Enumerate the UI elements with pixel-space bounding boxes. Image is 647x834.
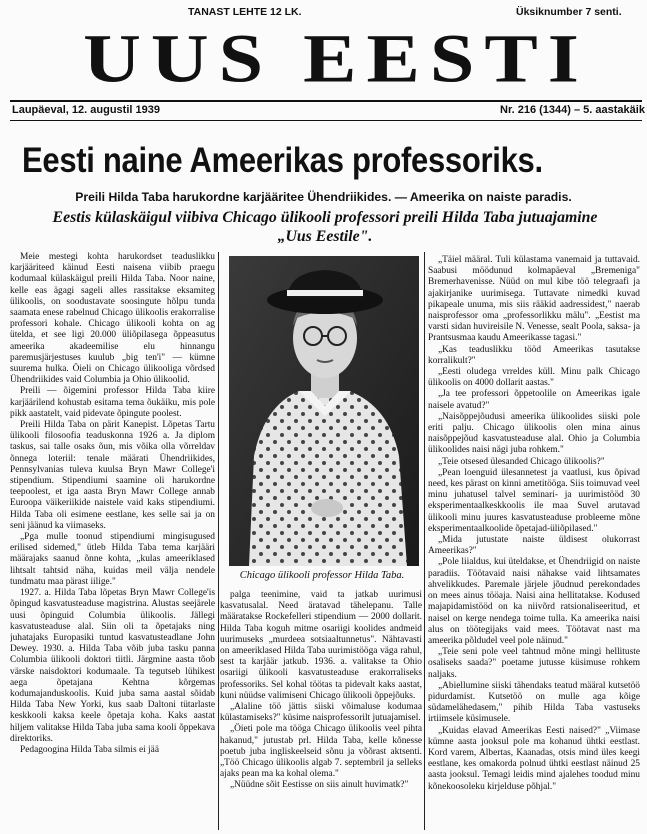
- paragraph: Preili Hilda Taba on pärit Kanepist. Lõpetas Tartu ülikooli filosoofia teaduskonna 1926 a. Ja diplom taskus, sai talle osaks õun, mis võika olla võrreldav õnnega loteriil: tenale määrati Ühendriikides, Pennsylvanias tuleva kuulsa Bryn Mawr College'i stipendium. Stipendiumi saamine oli harukordne teepoolest, et iga aasta Bryn Mawr College annab Euroopa väikeriikide naistele vaid kaks stipendiumi. Hilda Taba oli esimene eestlane, kes selle sai ja on seni jäänud ka viimaseks.: [10, 420, 215, 531]
- paragraph: „Eesti oludega vrreldes küll. Minu palk Chicago ülikoolis on 4000 dollarit aastas.": [428, 367, 640, 389]
- masthead-top-left: TANAST LEHTE 12 LK.: [188, 6, 302, 18]
- issue-number: Nr. 216 (1344) – 5. aastakäik: [500, 104, 645, 116]
- portrait-photo: [229, 256, 419, 566]
- masthead: [40, 16, 632, 102]
- paragraph: Preili — õigemini professor Hilda Taba kiire karjäärilend kohustab esitama tema õukäiku, mis pole pikk aastatelt, vaid pidevate õpingute poolest.: [10, 386, 215, 419]
- paragraph: „Pean loenguid ülesannetest ja vaatlusi, kus õpivad need, kes pärast on kinni ametitööga. Siis toimuvad veel minu juhatusel talvel seminari- ja uurimistööd 30 eksperimentaalkeskkoolis ile maa Suvel arutavad ülikooli minu juures kasvatusteaduse probleeme mõne eksperimentaalkoolide õpetajad-üliõpilased.": [428, 467, 640, 534]
- paragraph: „Täiel määral. Tuli külastama vanemaid ja tuttavaid. Saabusi möödunud kolmapäeval „Bremeniga" Bremerhavenisse. Nüüd on mul kibe töö telegraafi ja ajakirjanike uurimisega. Tuttavate nimedki kuvad pikapeale unuma, mis siis rääkid aadressidest," naerab naisprofessor oma „professorlikku mälu". „Eestist ma varsti sidan huvireisile N. Venesse, sealt Poola, saksa- ja Prantsusmaa kaudu Ameerikasse tagasi.": [428, 255, 640, 344]
- paragraph: palga teenimine, vaid ta jatkab uurimusi kasvatusalal. Need äratavad tähelepanu. Talle määratakse Rockefelleri stipendium — 2000 dollarit. Hilda Taba koguh mitme osariigi koolides andmeid uurimuseks „murdeea sotsiaaltunnetus". Nähtavasti on ameeriklased Hilda Taba uurimistööga väga rahul, sest ta karjäär jatkub. 1936. a. valitakse ta Ohio osariigi ülikooli kasvatusteaduse erakorraliseks professoriks. Sel kohal töötas ta pidevalt kaks aastat, kuni nüüdse valimiseni Chicago ülikooli õppejõuks.: [220, 590, 422, 701]
- paragraph: „Ja tee professori õppetoolile on Ameerikas igale naisele avatud?": [428, 389, 640, 411]
- portrait-illustration: [229, 256, 419, 566]
- masthead-top-right: Üksiknumber 7 senti.: [516, 6, 622, 18]
- paragraph: „Mida jutustate naiste üldisest olukorrast Ameerikas?": [428, 535, 640, 557]
- column-divider-left: [218, 252, 219, 830]
- paragraph: „Nüüdne sõit Eestisse on siis ainult huvimatk?": [230, 780, 409, 791]
- article-column-left: [10, 252, 215, 830]
- photo-caption: Chicago ülikooli professor Hilda Taba.: [239, 570, 405, 581]
- paragraph: „Teie otsesed ülesanded Chicago ülikoolis?": [438, 456, 605, 467]
- paragraph: „Kas teaduslikku tööd Ameerikas tasutakse korralikult?": [428, 344, 640, 366]
- paragraph: „Öieti pole ma tööga Chicago ülikoolis veel pihta hakanud," jutustab prl. Hilda Taba, kelle kõnesse poetub juba ingliskeelseid sõnu ja võõrast aktsenti. „Töö Chicago ülikoolis algab 7. septembril ja selleks ajaks pean ma ka kohal olema.": [220, 724, 422, 780]
- article-column-middle: [220, 590, 422, 830]
- paragraph: „Pga mulle toonud stipendiumi mingisugused erilised sidemed," ütleb Hilda Taba tema karjääri määrajaks saanud õnne kohta, „kulas ameeriklased lihtsalt tahtsid näha, kuidas meil välja nendele tundmatu maa pärast iilige.": [10, 532, 215, 587]
- paragraph: „Naisõppejõudusi ameerika ülikoolides siiski pole eriti palju. Chicago ülikoolis olen mina ainus naisõppejõud kasvatusteaduse alal. Ohio ja Columbia ülikoolides naisi nägi juba rohkem.": [428, 411, 640, 456]
- article-subhead: Preili Hilda Taba harukordne karjääritee Ühendriikides. — Ameerika on naiste paradis.: [75, 190, 572, 204]
- paragraph: „Teie seni pole veel tahtnud mõne mingi hellituste osaliseks saada?" poetame jutusse küsimuse rohkem naljaks.: [428, 647, 640, 680]
- paragraph: „Kuidas elavad Ameerikas Eesti naised?" „Viimase kümne aasta jooksul pole ma kohanud ühtki eestlast. Kord varem, Albertas, Kaanadas, otsis mind üles keegi eestlane, kes omakorda polnud ühtki eestlast näinud 25 aasta jooksul. Temagi leidis mind ajalehes toodud minu kõnekoosoleku kirjelduse põhjal.": [428, 725, 640, 792]
- paragraph: 1927. a. Hilda Taba lõpetas Bryn Mawr College'is õpingud kasvatusteaduse magistrina. Alustas seejärele uusi õpinguid Columbia ülikoolis. Jällegi kasvatusteaduse alal. Siin oli ta õpetajaks ning juhatajaks Europasiki tuntud kasvatusteadlane John Dewey. 1930. a. Hilda Taba võib juba tasku panna Columbia ülikooli doktori tiitli. Järgmine aasta tõob värske naisdoktori kodumaale. Ta tegutseb lühikest aega õpetajana Kehtna kõrgemas kodumajanduskoolis. Kuid juba sama aastal sõidab Hilda Taba New Yorki, kus saab Daltoni tütarlaste keskkooli kaksa keele õpetaja koha. Kaks aastat hiljem valitakse Hilda Taba juba sama kooli õppekava direktoriks.: [10, 588, 215, 744]
- paragraph: „Abiellumine siiski tähendaks teatud määral kutsetöö pidurdamist. Kutsetöö on mulle aga kõige südamelähedasem," pihib Hilda Taba vastuseks irtiimsele küsimusele.: [428, 680, 640, 725]
- column-divider-right: [424, 252, 425, 830]
- masthead-rule-bottom: [10, 120, 642, 121]
- newspaper-title: UUS EESTI: [83, 21, 589, 97]
- paragraph: „Pole liialdus, kui üteldakse, et Ühendriigid on naiste paradiis. Töötavaid naisi nähakse vaid lihtsamates ahvelikkudes. Paremale järjele jõudnud perekondades on mees ainus tööaja. Naisi aina hellitatakse. Kodused majapidamistööd on ka niivõrd ratsionaliseeritud, et naisel on kerge nendega toime tulla. Ka ameerika naisi alus on töötegijaks vaid mees. Töötavat nast ma ameerika põldudel veel pole näinud.": [428, 557, 640, 646]
- paragraph: Meie mestegi kohta harukordset teaduslikku karjääriteed käinud Eesti naisena viibib praegu kodumaal külaskäigul preili Hilda Taba. Noor naine, kelle eas ägagi sageli alles rassitakse eksamiteg ülikoolis, on soodustavate soosingute hõlpu tunda saamata enese rabelnud Chicago ülikoolis erakorralise professori kohale. Chicago ülikooli kohta on ag ütelda, et see ligi 20.000 üliõpilasega õppeasutus ameerika akadeemilise elu hinnangu paremusjärjestuses kuulub „big ten'i" — kümne suurema hulka. Öieli on Chicago ülikooliga võrdsed Ühendriikides vaid Columbia ja Ohio ülikoolid.: [10, 252, 215, 386]
- masthead-rule-top: [10, 100, 642, 102]
- issue-date: Laupäeval, 12. augustil 1939: [12, 104, 160, 116]
- paragraph: Pedagoogina Hilda Taba silmis ei jää: [20, 744, 159, 755]
- article-column-right: [428, 255, 640, 830]
- article-headline: Eesti naine Ameerikas professoriks.: [22, 140, 543, 181]
- paragraph: „Alaline töö jättis siiski võimaluse kodumaa külastamiseks?" küsime naisprofessorilt jutuajamisel.: [220, 702, 422, 724]
- article-deck: Eestis külaskäigul viibiva Chicago ülikooli professori preili Hilda Taba jutuajamine „Uus Eestile".: [52, 209, 598, 245]
